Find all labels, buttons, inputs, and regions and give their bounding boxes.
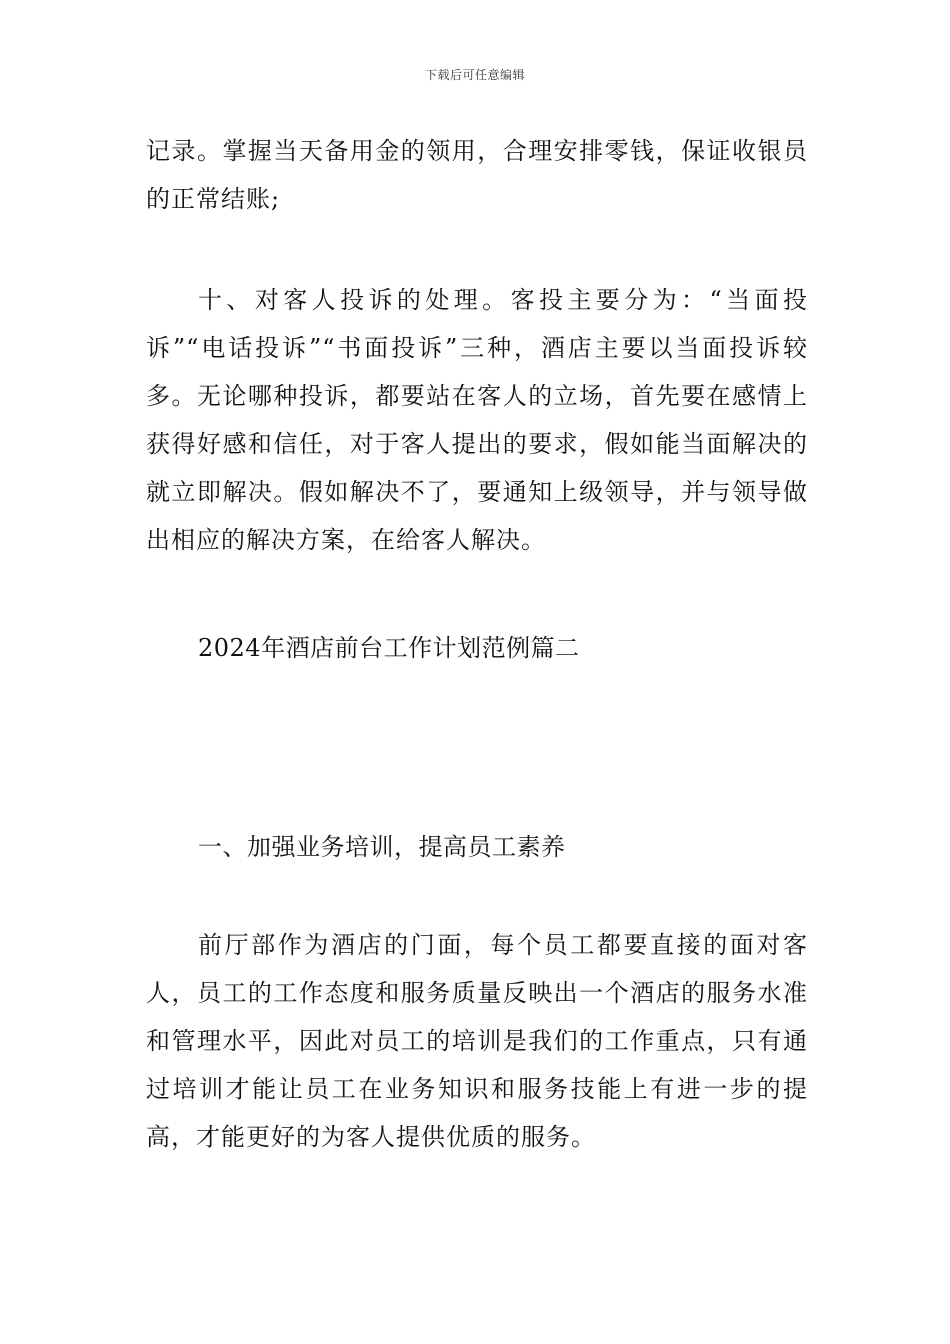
- subheading-training: 一、加强业务培训，提高员工素养: [198, 833, 566, 861]
- section-title: 2024年酒店前台工作计划范例篇二: [198, 634, 580, 662]
- paragraph-cash-record: 记录。掌握当天备用金的领用，合理安排零钱，保证收银员的正常结账;: [146, 137, 808, 213]
- paragraph-complaint-handling: 十、对客人投诉的处理。客投主要分为：“当面投诉”“电话投诉”“书面投诉”三种，酒店主要以当面投诉较多。无论哪种投诉，都要站在客人的立场，首先要在感情上获得好感和信任，对于客人提出的要求，假如能当面解决的就立即解决。假如解决不了，要通知上级领导，并与领导做出相应的解决方案，在给客人解决。: [146, 286, 808, 554]
- page-header-note: 下载后可任意编辑: [424, 68, 525, 82]
- paragraph-training: 前厅部作为酒店的门面，每个员工都要直接的面对客人，员工的工作态度和服务质量反映出一个酒店的服务水准和管理水平，因此对员工的培训是我们的工作重点，只有通过培训才能让员工在业务知识和服务技能上有进一步的提高，才能更好的为客人提供优质的服务。: [146, 931, 808, 1151]
